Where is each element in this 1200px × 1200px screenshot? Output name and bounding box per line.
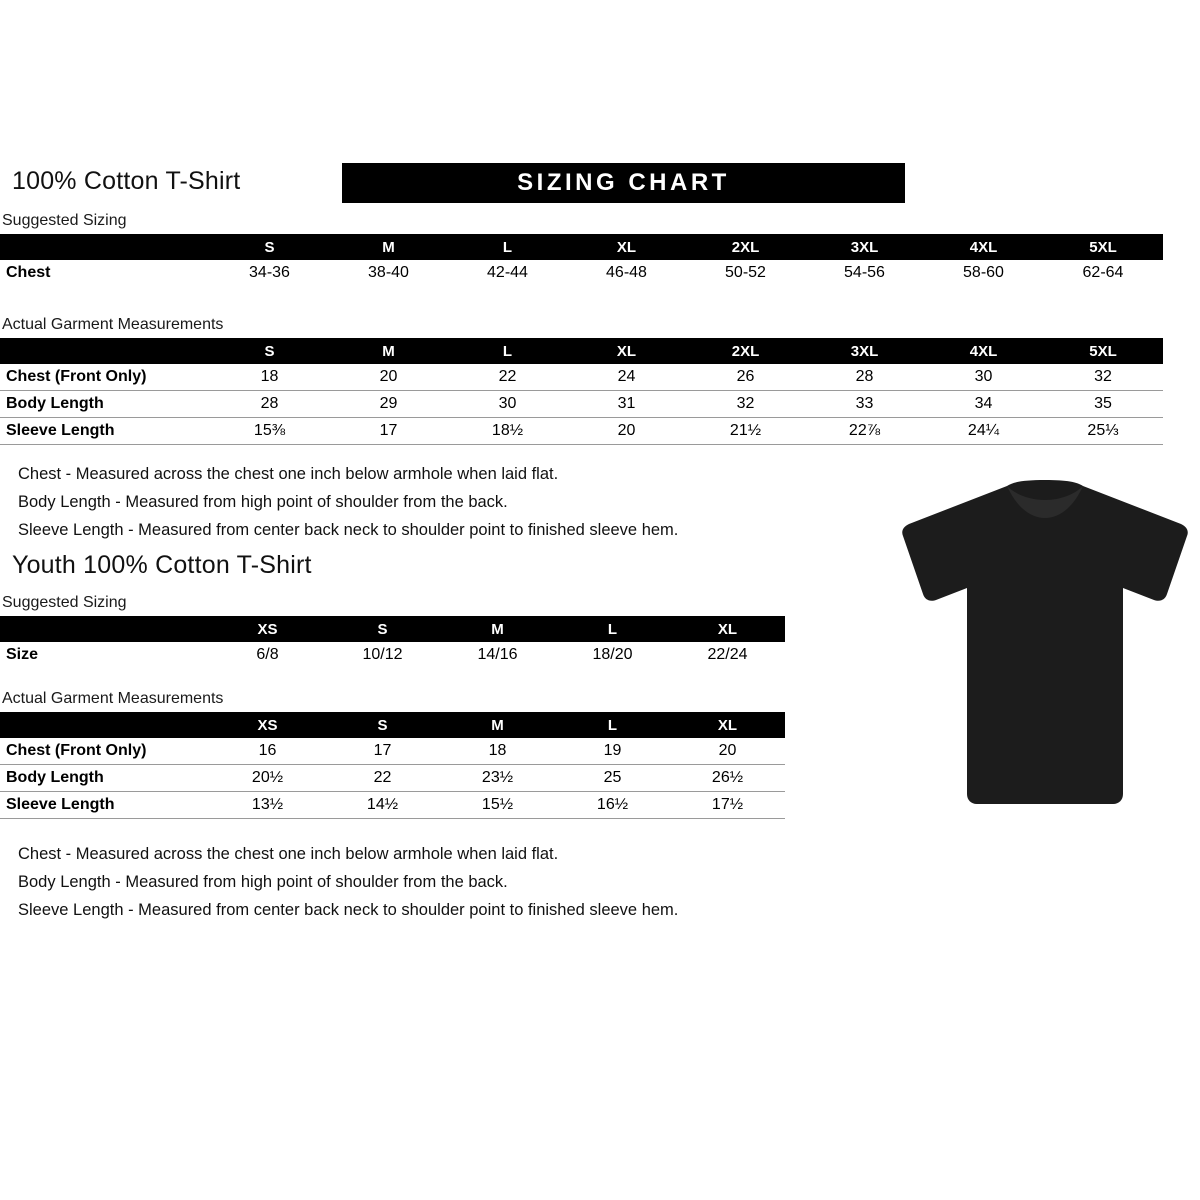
adult-section-title: 100% Cotton T-Shirt [12, 167, 241, 195]
header-cell: 4XL [969, 342, 998, 360]
data-cell: 22 [325, 765, 440, 792]
header-cell: S [264, 238, 275, 256]
header-cell: L [502, 342, 513, 360]
header-cell: L [607, 620, 618, 638]
note-line: Body Length - Measured from high point of shoulder from the back. [18, 873, 508, 891]
header-cell: 4XL [969, 238, 998, 256]
data-cell: 35 [1043, 391, 1163, 418]
data-cell: 38-40 [368, 264, 409, 281]
data-cell: 20 [567, 418, 686, 445]
row-label: Sleeve Length [0, 792, 210, 819]
note-line: Body Length - Measured from high point of shoulder from the back. [18, 493, 508, 511]
data-cell: 17½ [670, 792, 785, 819]
data-cell: 31 [567, 391, 686, 418]
data-cell: 13½ [210, 792, 325, 819]
header-cell: S [264, 342, 275, 360]
data-cell: 18 [210, 364, 329, 391]
table-header-row [0, 234, 1163, 260]
data-cell: 29 [329, 391, 448, 418]
data-cell: 26 [686, 364, 805, 391]
header-cell: M [382, 238, 395, 256]
row-label: Sleeve Length [0, 418, 210, 445]
youth-actual-label: Actual Garment Measurements [2, 690, 224, 707]
row-label: Chest [6, 264, 51, 281]
header-cell [0, 712, 210, 738]
header-cell: 2XL [731, 342, 760, 360]
header-cell: S [377, 716, 388, 734]
tshirt-icon [895, 478, 1195, 808]
data-cell: 33 [805, 391, 924, 418]
data-cell: 32 [1043, 364, 1163, 391]
header-cell: XS [257, 716, 278, 734]
data-cell: 25⅓ [1043, 418, 1163, 445]
header-cell: 3XL [850, 238, 879, 256]
header-cell [0, 234, 210, 260]
header-cell: XL [616, 342, 637, 360]
youth-notes [18, 840, 678, 924]
adult-suggested-table [0, 234, 1163, 286]
data-cell: 18½ [448, 418, 567, 445]
row-label: Chest (Front Only) [0, 738, 210, 765]
data-cell: 30 [448, 391, 567, 418]
data-cell: 25 [555, 765, 670, 792]
table-row [0, 418, 1163, 445]
table-row [0, 642, 785, 668]
table-header-row [0, 616, 785, 642]
table-row [0, 260, 1163, 286]
adult-actual-table [0, 338, 1163, 445]
data-cell: 30 [924, 364, 1043, 391]
data-cell: 22⅞ [805, 418, 924, 445]
youth-suggested-table [0, 616, 785, 668]
table-row [0, 391, 1163, 418]
data-cell: 24¼ [924, 418, 1043, 445]
youth-suggested-label: Suggested Sizing [2, 594, 127, 611]
data-cell: 22/24 [707, 646, 748, 663]
data-cell: 10/12 [362, 646, 403, 663]
note-line: Chest - Measured across the chest one inch below armhole when laid flat. [18, 465, 559, 483]
data-cell: 22 [448, 364, 567, 391]
data-cell: 14½ [325, 792, 440, 819]
header-cell: 2XL [731, 238, 760, 256]
table-row [0, 738, 785, 765]
header-cell: M [382, 342, 395, 360]
row-label: Chest (Front Only) [0, 364, 210, 391]
data-cell: 16½ [555, 792, 670, 819]
data-cell: 15⅜ [210, 418, 329, 445]
header-cell: M [491, 620, 504, 638]
data-cell: 58-60 [963, 264, 1004, 281]
data-cell: 17 [329, 418, 448, 445]
adult-notes [18, 460, 678, 544]
data-cell: 6/8 [256, 646, 279, 663]
header-cell: L [502, 238, 513, 256]
data-cell: 20½ [210, 765, 325, 792]
data-cell: 34 [924, 391, 1043, 418]
data-cell: 14/16 [477, 646, 518, 663]
data-cell: 24 [567, 364, 686, 391]
data-cell: 28 [210, 391, 329, 418]
table-header-row [0, 712, 785, 738]
data-cell: 42-44 [487, 264, 528, 281]
data-cell: 46-48 [606, 264, 647, 281]
header-cell: M [491, 716, 504, 734]
header-cell [0, 338, 210, 364]
adult-actual-label: Actual Garment Measurements [2, 316, 224, 333]
data-cell: 18 [440, 738, 555, 765]
row-label: Body Length [0, 391, 210, 418]
row-label: Size [6, 646, 39, 663]
data-cell: 28 [805, 364, 924, 391]
table-row [0, 792, 785, 819]
data-cell: 23½ [440, 765, 555, 792]
youth-section-title: Youth 100% Cotton T-Shirt [12, 551, 312, 579]
header-cell: L [607, 716, 618, 734]
youth-actual-table [0, 712, 785, 819]
table-header-row [0, 338, 1163, 364]
header-cell [0, 616, 210, 642]
sizing-chart-banner-label: SIZING CHART [517, 169, 730, 196]
table-row [0, 765, 785, 792]
header-cell: 5XL [1089, 238, 1117, 256]
data-cell: 50-52 [725, 264, 766, 281]
data-cell: 32 [686, 391, 805, 418]
sizing-chart-banner [342, 163, 905, 203]
table-row [0, 364, 1163, 391]
data-cell: 62-64 [1082, 264, 1124, 281]
header-cell: XL [717, 716, 738, 734]
row-label: Body Length [0, 765, 210, 792]
data-cell: 18/20 [592, 646, 633, 663]
data-cell: 17 [325, 738, 440, 765]
header-cell: XL [717, 620, 738, 638]
tshirt-illustration [895, 478, 1195, 808]
data-cell: 19 [555, 738, 670, 765]
data-cell: 16 [210, 738, 325, 765]
header-cell: 5XL [1089, 342, 1117, 360]
data-cell: 20 [670, 738, 785, 765]
data-cell: 26½ [670, 765, 785, 792]
header-cell: XS [257, 620, 278, 638]
header-cell: 3XL [850, 342, 879, 360]
data-cell: 21½ [686, 418, 805, 445]
adult-suggested-label: Suggested Sizing [2, 212, 127, 229]
data-cell: 20 [329, 364, 448, 391]
note-line: Sleeve Length - Measured from center back neck to shoulder point to finished sleeve hem. [18, 901, 679, 919]
header-cell: XL [616, 238, 637, 256]
note-line: Sleeve Length - Measured from center back neck to shoulder point to finished sleeve hem. [18, 521, 679, 539]
header-cell: S [377, 620, 388, 638]
data-cell: 15½ [440, 792, 555, 819]
note-line: Chest - Measured across the chest one inch below armhole when laid flat. [18, 845, 559, 863]
data-cell: 54-56 [844, 264, 885, 281]
data-cell: 34-36 [249, 264, 290, 281]
